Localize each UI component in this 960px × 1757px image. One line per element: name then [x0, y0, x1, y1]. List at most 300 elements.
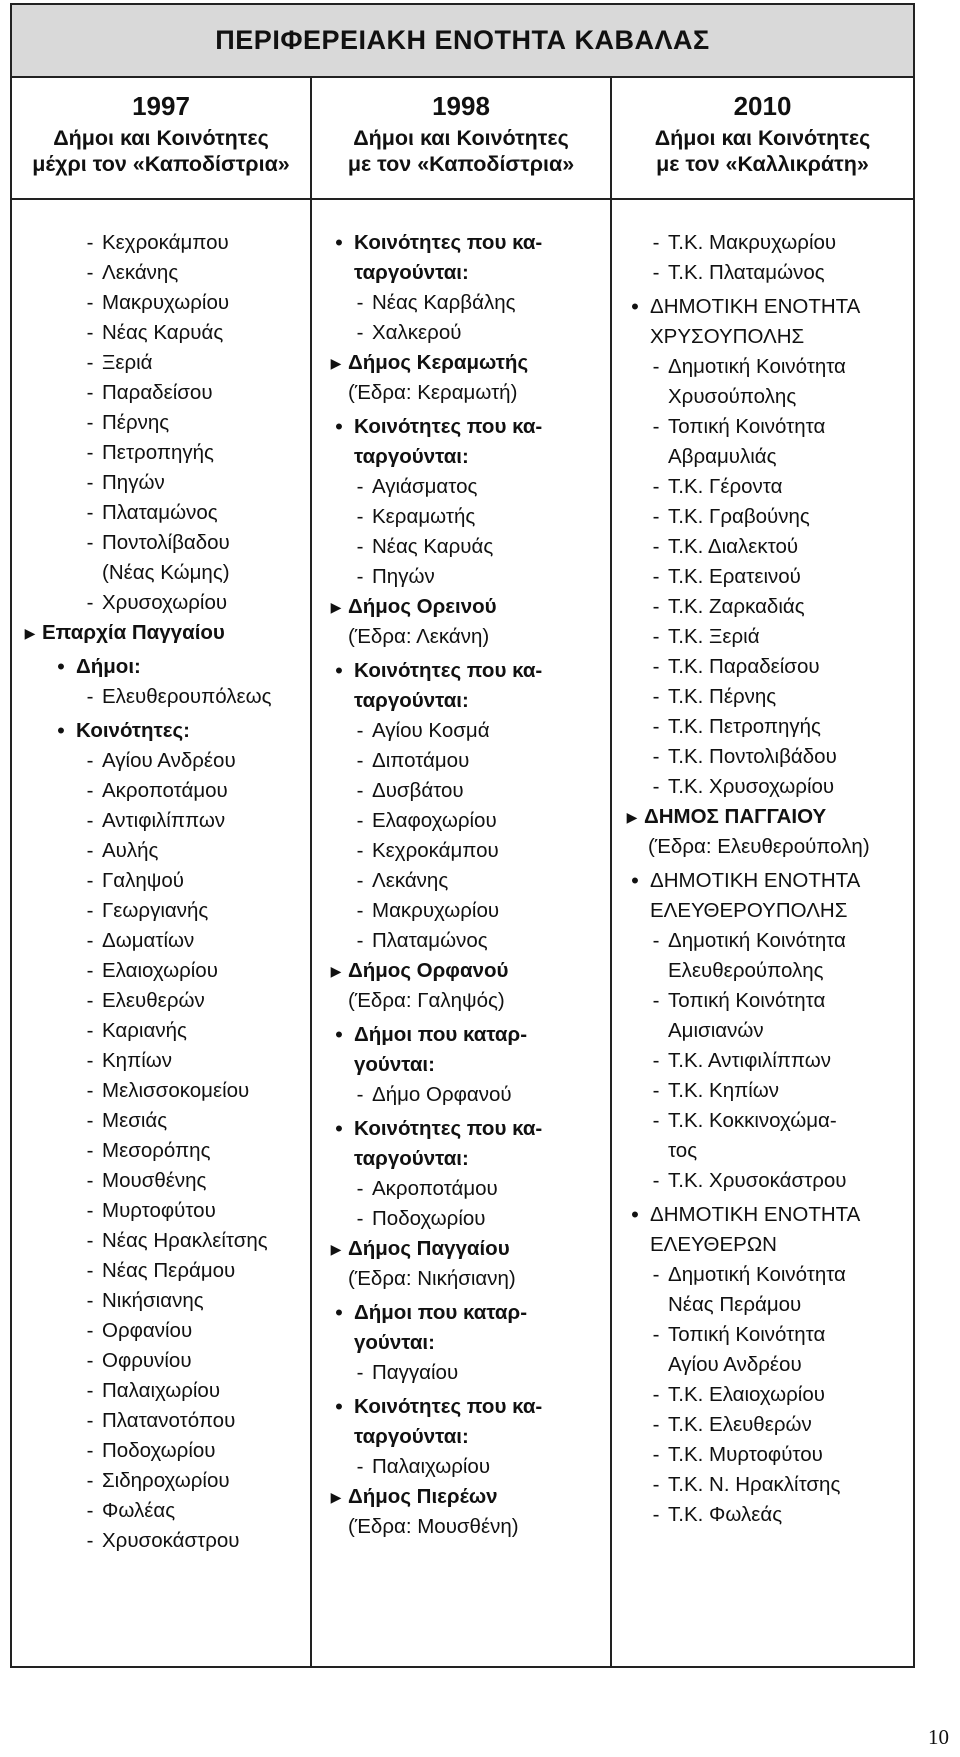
list-item — [18, 498, 310, 528]
list-item — [18, 1106, 310, 1136]
entry-text: Τ.Κ. Φωλεάς — [668, 1503, 783, 1526]
group-heading-continued — [620, 1230, 913, 1260]
dash-marker: - — [356, 779, 364, 802]
list-item — [18, 318, 310, 348]
entry-text: Κεραμωτής — [372, 505, 476, 528]
entry-text: Πλαταμώνος — [102, 501, 218, 524]
table-title: ΠΕΡΙΦΕΡΕΙΑΚΗ ΕΝΟΤΗΤΑ ΚΑΒΑΛΑΣ — [12, 5, 913, 78]
list-item — [18, 1256, 310, 1286]
list-item — [324, 288, 610, 318]
dash-marker: - — [86, 959, 94, 982]
dash-marker: - — [652, 1383, 660, 1406]
seat-note — [324, 1512, 610, 1542]
entry-text: Κεχροκάμπου — [102, 231, 229, 254]
entry-text: Χρυσοχωρίου — [102, 591, 228, 614]
header-year: 2010 — [733, 91, 792, 121]
list-item — [324, 1452, 610, 1482]
entry-text: (Έδρα: Μουσθένη) — [348, 1515, 519, 1538]
dash-marker: - — [652, 625, 660, 648]
dash-marker: - — [86, 441, 94, 464]
entry-text: Δωματίων — [102, 929, 195, 952]
marker-spacer — [324, 442, 354, 472]
entry-text: (Έδρα: Λεκάνη) — [348, 625, 490, 648]
entry-text: ΕΛΕΥΘΕΡΟΥΠΟΛΗΣ — [650, 899, 848, 922]
list-item — [620, 652, 913, 682]
page-number: 10 — [928, 1725, 949, 1749]
list-item — [620, 682, 913, 712]
header-1998 — [310, 78, 610, 198]
list-item-continued — [620, 956, 913, 986]
entry-text: Ποντολίβαδου — [102, 531, 230, 554]
entry-text: Δήμος Πιερέων — [348, 1485, 498, 1508]
list-item — [620, 986, 913, 1016]
list-item — [18, 288, 310, 318]
list-item — [18, 806, 310, 836]
group-heading — [324, 656, 610, 686]
column-2010 — [610, 200, 913, 1666]
list-item — [324, 926, 610, 956]
entry-text: Λεκάνης — [372, 869, 449, 892]
dash-marker: - — [86, 1319, 94, 1342]
dash-marker: - — [86, 1349, 94, 1372]
list-item — [620, 1166, 913, 1196]
triangle-bullet-icon: ▶ — [330, 355, 342, 371]
list-item — [324, 1174, 610, 1204]
entry-text: Κηπίων — [102, 1049, 173, 1072]
entry-text: Παλαιχωρίου — [372, 1455, 491, 1478]
list-item — [620, 1380, 913, 1410]
entry-text: (Έδρα: Γαληψός) — [348, 989, 505, 1012]
entry-text: Χαλκερού — [372, 321, 462, 344]
dash-marker: - — [86, 1229, 94, 1252]
entry-text: Τ.Κ. Ξεριά — [668, 625, 760, 648]
entry-text: Πλαταμώνος — [372, 929, 488, 952]
group-heading — [324, 1020, 610, 1050]
entry-text: Τοπική Κοινότητα — [668, 989, 826, 1012]
entry-text: Τ.Κ. Πέρνης — [668, 685, 777, 708]
seat-note — [324, 986, 610, 1016]
entry-text: Δήμοι που καταρ- — [354, 1023, 528, 1046]
list-item — [620, 1470, 913, 1500]
marker-spacer — [324, 1144, 354, 1174]
list-item-continued — [620, 1136, 913, 1166]
entry-text: Τ.Κ. Ελευθερών — [668, 1413, 812, 1436]
dash-marker: - — [86, 929, 94, 952]
list-item — [620, 562, 913, 592]
list-item — [620, 592, 913, 622]
entry-text: Τ.Κ. Μυρτοφύτου — [668, 1443, 823, 1466]
entry-text: Τ.Κ. Ερατεινού — [668, 565, 801, 588]
marker-spacer — [78, 558, 102, 588]
dash-marker: - — [652, 1049, 660, 1072]
entry-text: Κοινότητες που κα- — [354, 415, 543, 438]
section-heading — [324, 592, 610, 622]
entry-text: Πηγών — [102, 471, 165, 494]
entry-text: Τ.Κ. Ελαιοχωρίου — [668, 1383, 825, 1406]
list-item — [620, 712, 913, 742]
list-item — [18, 1076, 310, 1106]
entry-text: ταργούνται: — [354, 261, 469, 284]
bullet-icon: • — [57, 718, 65, 743]
list-item — [18, 408, 310, 438]
list-item — [18, 528, 310, 558]
dash-marker: - — [652, 1079, 660, 1102]
entry-text: Μελισσοκομείου — [102, 1079, 250, 1102]
entry-text: Τ.Κ. Χρυσοχωρίου — [668, 775, 835, 798]
header-line: Δήμοι και Κοινότητες — [654, 125, 871, 150]
list-item — [620, 1076, 913, 1106]
bullet-icon: • — [335, 658, 343, 683]
triangle-bullet-icon: ▶ — [330, 1241, 342, 1257]
dash-marker: - — [652, 1503, 660, 1526]
entry-text: Δήμοι: — [76, 655, 141, 678]
list-item — [18, 1376, 310, 1406]
entry-text: Νέας Καρυάς — [102, 321, 224, 344]
marker-spacer — [324, 258, 354, 288]
list-item — [620, 926, 913, 956]
dash-marker: - — [86, 531, 94, 554]
dash-marker: - — [86, 1139, 94, 1162]
group-heading — [324, 1114, 610, 1144]
entry-text: Μουσθένης — [102, 1169, 207, 1192]
entry-text: (Έδρα: Νικήσιανη) — [348, 1267, 516, 1290]
dash-marker: - — [356, 291, 364, 314]
dash-marker: - — [356, 719, 364, 742]
list-item — [18, 378, 310, 408]
list-item — [620, 502, 913, 532]
entry-text: Δήμος Κεραμωτής — [348, 351, 529, 374]
section-heading — [324, 1482, 610, 1512]
section-heading — [324, 348, 610, 378]
dash-marker: - — [86, 381, 94, 404]
triangle-bullet-icon: ▶ — [330, 599, 342, 615]
list-item — [18, 258, 310, 288]
entry-text: Μακρυχωρίου — [102, 291, 230, 314]
bullet-icon: • — [335, 1022, 343, 1047]
dash-marker: - — [356, 475, 364, 498]
list-item — [620, 742, 913, 772]
group-heading — [324, 1392, 610, 1422]
column-headers — [12, 78, 913, 200]
marker-spacer — [644, 956, 668, 986]
dash-marker: - — [652, 595, 660, 618]
triangle-bullet-icon: ▶ — [24, 625, 36, 641]
list-item — [18, 588, 310, 618]
list-item — [18, 746, 310, 776]
entry-text: Κοινότητες που κα- — [354, 231, 543, 254]
marker-spacer — [324, 1050, 354, 1080]
seat-note — [324, 622, 610, 652]
list-item-continued — [620, 1350, 913, 1380]
bullet-icon: • — [631, 1202, 639, 1227]
group-heading-continued — [324, 1422, 610, 1452]
entry-text: Ελαφοχωρίου — [372, 809, 497, 832]
entry-text: Μεσιάς — [102, 1109, 168, 1132]
dash-marker: - — [652, 655, 660, 678]
entry-text: (Έδρα: Ελευθερούπολη) — [648, 835, 870, 858]
entry-text: Κεχροκάμπου — [372, 839, 499, 862]
entry-text: Νικήσιανης — [102, 1289, 204, 1312]
dash-marker: - — [652, 929, 660, 952]
marker-spacer — [324, 1328, 354, 1358]
header-line: μέχρι τον «Καποδίστρια» — [32, 152, 290, 177]
dash-marker: - — [86, 1169, 94, 1192]
list-item — [620, 772, 913, 802]
bullet-icon: • — [335, 230, 343, 255]
header-2010 — [610, 78, 913, 198]
entry-text: Ελευθερουπόλεως — [102, 685, 272, 708]
dash-marker: - — [86, 501, 94, 524]
list-item — [324, 472, 610, 502]
entry-text: Πλατανοτόπου — [102, 1409, 236, 1432]
dash-marker: - — [86, 989, 94, 1012]
dash-marker: - — [652, 535, 660, 558]
list-item — [324, 532, 610, 562]
entry-text: Ορφανίου — [102, 1319, 193, 1342]
dash-marker: - — [652, 1169, 660, 1192]
entry-text: Μυρτοφύτου — [102, 1199, 216, 1222]
bullet-icon: • — [631, 868, 639, 893]
list-item — [324, 836, 610, 866]
list-item — [18, 438, 310, 468]
entry-text: Τοπική Κοινότητα — [668, 415, 826, 438]
table-frame — [10, 3, 915, 1668]
list-item — [620, 622, 913, 652]
dash-marker: - — [86, 261, 94, 284]
bullet-icon: • — [335, 1394, 343, 1419]
entry-text: Παγγαίου — [372, 1361, 459, 1384]
list-item-continued — [620, 1290, 913, 1320]
entry-text: Δήμος Παγγαίου — [348, 1237, 510, 1260]
dash-marker: - — [86, 1439, 94, 1462]
list-item — [18, 956, 310, 986]
section-heading — [324, 1234, 610, 1264]
entry-text: Τ.Κ. Γραβούνης — [668, 505, 810, 528]
entry-text: Μακρυχωρίου — [372, 899, 500, 922]
header-year: 1997 — [132, 91, 190, 121]
list-item — [620, 228, 913, 258]
dash-marker: - — [356, 505, 364, 528]
entry-text: Τ.Κ. Γέροντα — [668, 475, 783, 498]
list-item — [18, 682, 310, 712]
section-heading — [324, 956, 610, 986]
dash-marker: - — [652, 1443, 660, 1466]
list-item — [620, 258, 913, 288]
list-item — [18, 926, 310, 956]
seat-note — [324, 1264, 610, 1294]
entry-text: Τ.Κ. Μακρυχωρίου — [668, 231, 837, 254]
dash-marker: - — [86, 779, 94, 802]
marker-spacer — [620, 322, 650, 352]
section-heading — [18, 618, 310, 648]
header-1997 — [12, 78, 310, 198]
entry-text: Ακροποτάμου — [372, 1177, 498, 1200]
list-item — [620, 472, 913, 502]
entry-text: Ελαιοχωρίου — [102, 959, 218, 982]
list-item — [18, 1136, 310, 1166]
list-item — [324, 776, 610, 806]
entry-text: Τ.Κ. Διαλεκτού — [668, 535, 799, 558]
entry-text: Αβραμυλιάς — [668, 445, 777, 468]
marker-spacer — [324, 686, 354, 716]
list-item — [324, 502, 610, 532]
entry-text: ΧΡΥΣΟΥΠΟΛΗΣ — [650, 325, 805, 348]
marker-spacer — [620, 896, 650, 926]
entry-text: ΔΗΜΟΤΙΚΗ ΕΝΟΤΗΤΑ — [650, 869, 861, 892]
dash-marker: - — [356, 565, 364, 588]
list-item — [18, 986, 310, 1016]
list-item — [324, 562, 610, 592]
entry-text: ταργούνται: — [354, 689, 469, 712]
list-item — [18, 776, 310, 806]
list-item — [620, 412, 913, 442]
entry-text: Τ.Κ. Πλαταμώνος — [668, 261, 825, 284]
entry-text: Μεσορόπης — [102, 1139, 211, 1162]
list-item — [620, 352, 913, 382]
list-item — [18, 1316, 310, 1346]
list-item — [324, 806, 610, 836]
bullet-icon: • — [335, 1116, 343, 1141]
dash-marker: - — [652, 1413, 660, 1436]
dash-marker: - — [356, 321, 364, 344]
list-item — [18, 1526, 310, 1556]
marker-spacer — [644, 1136, 668, 1166]
entry-text: Γαληψού — [102, 869, 185, 892]
entry-text: ταργούνται: — [354, 1147, 469, 1170]
entry-text: Τ.Κ. Ζαρκαδιάς — [668, 595, 805, 618]
group-heading-continued — [324, 1328, 610, 1358]
dash-marker: - — [86, 411, 94, 434]
entry-text: Αυλής — [102, 839, 159, 862]
dash-marker: - — [356, 839, 364, 862]
dash-marker: - — [356, 809, 364, 832]
list-item — [18, 1436, 310, 1466]
table-body — [12, 200, 913, 1666]
list-item — [18, 836, 310, 866]
dash-marker: - — [652, 715, 660, 738]
entry-text: Δημοτική Κοινότητα — [668, 929, 846, 952]
group-heading — [620, 866, 913, 896]
entry-text: Αγιάσματος — [372, 475, 478, 498]
entry-text: Αγίου Ανδρέου — [102, 749, 236, 772]
entry-text: (Νέας Κώμης) — [102, 561, 230, 584]
dash-marker: - — [86, 1379, 94, 1402]
entry-text: Χρυσούπολης — [668, 385, 797, 408]
list-item — [620, 1410, 913, 1440]
dash-marker: - — [356, 929, 364, 952]
dash-marker: - — [86, 591, 94, 614]
dash-marker: - — [86, 1289, 94, 1312]
triangle-bullet-icon: ▶ — [626, 809, 638, 825]
dash-marker: - — [86, 1049, 94, 1072]
dash-marker: - — [86, 321, 94, 344]
entry-text: Τ.Κ. Πετροπηγής — [668, 715, 821, 738]
list-item — [18, 1226, 310, 1256]
entry-text: Οφρυνίου — [102, 1349, 192, 1372]
dash-marker: - — [652, 565, 660, 588]
entry-text: Λεκάνης — [102, 261, 179, 284]
entry-text: Δυσβάτου — [372, 779, 464, 802]
entry-text: Δημοτική Κοινότητα — [668, 355, 846, 378]
marker-spacer — [644, 442, 668, 472]
list-item-continued — [620, 382, 913, 412]
marker-spacer — [644, 1290, 668, 1320]
marker-spacer — [644, 1016, 668, 1046]
list-item — [620, 1320, 913, 1350]
entry-text: Νέας Ηρακλείτσης — [102, 1229, 268, 1252]
group-heading-continued — [324, 1050, 610, 1080]
entry-text: Τ.Κ. Κηπίων — [668, 1079, 780, 1102]
entry-text: Τ.Κ. Παραδείσου — [668, 655, 820, 678]
group-heading — [18, 716, 310, 746]
list-item — [620, 1046, 913, 1076]
dash-marker: - — [86, 749, 94, 772]
list-item — [18, 468, 310, 498]
dash-marker: - — [86, 809, 94, 832]
dash-marker: - — [652, 231, 660, 254]
dash-marker: - — [356, 1361, 364, 1384]
seat-note — [324, 378, 610, 408]
header-year: 1998 — [432, 91, 490, 121]
dash-marker: - — [652, 685, 660, 708]
list-item — [324, 1080, 610, 1110]
dash-marker: - — [652, 475, 660, 498]
list-item — [620, 1440, 913, 1470]
list-item — [18, 1286, 310, 1316]
group-heading-continued — [324, 442, 610, 472]
list-item — [18, 1196, 310, 1226]
entry-text: Ποδοχωρίου — [102, 1439, 216, 1462]
entry-text: γούνται: — [354, 1331, 435, 1354]
dash-marker: - — [652, 415, 660, 438]
list-item — [18, 1016, 310, 1046]
dash-marker: - — [86, 1259, 94, 1282]
entry-text: ΔΗΜΟΤΙΚΗ ΕΝΟΤΗΤΑ — [650, 1203, 861, 1226]
dash-marker: - — [652, 745, 660, 768]
entry-text: Νέας Περάμου — [668, 1293, 802, 1316]
entry-text: Δήμο Ορφανού — [372, 1083, 512, 1106]
entry-text: Δημοτική Κοινότητα — [668, 1263, 846, 1286]
entry-text: Αγίου Κοσμά — [372, 719, 490, 742]
dash-marker: - — [86, 1199, 94, 1222]
list-item — [620, 532, 913, 562]
group-heading-continued — [324, 1144, 610, 1174]
group-heading-continued — [620, 322, 913, 352]
dash-marker: - — [356, 1177, 364, 1200]
entry-text: Γεωργιανής — [102, 899, 209, 922]
entry-text: γούνται: — [354, 1053, 435, 1076]
dash-marker: - — [86, 351, 94, 374]
bullet-icon: • — [631, 294, 639, 319]
list-item — [620, 1260, 913, 1290]
entry-text: Νέας Καρυάς — [372, 535, 494, 558]
seat-note — [620, 832, 913, 862]
entry-text: Κοινότητες που κα- — [354, 1395, 543, 1418]
group-heading — [620, 292, 913, 322]
dash-marker: - — [356, 1455, 364, 1478]
list-item — [324, 716, 610, 746]
dash-marker: - — [86, 231, 94, 254]
triangle-bullet-icon: ▶ — [330, 963, 342, 979]
bullet-icon: • — [57, 654, 65, 679]
dash-marker: - — [652, 1473, 660, 1496]
entry-text: Τ.Κ. Ν. Ηρακλίτσης — [668, 1473, 841, 1496]
entry-text: Παραδείσου — [102, 381, 213, 404]
entry-text: Αγίου Ανδρέου — [668, 1353, 802, 1376]
bullet-icon: • — [335, 414, 343, 439]
dash-marker: - — [652, 1323, 660, 1346]
list-item — [18, 1406, 310, 1436]
